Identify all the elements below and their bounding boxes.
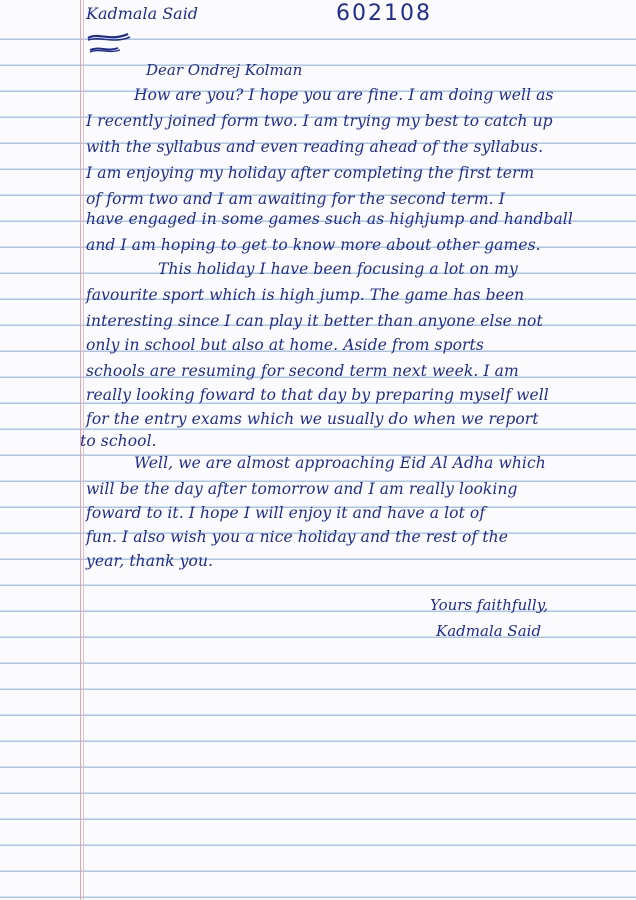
body-line: and I am hoping to get to know more about other games.: [86, 236, 541, 254]
body-line: Well, we are almost approaching Eid Al Adha which: [134, 454, 546, 472]
body-line: I am enjoying my holiday after completing the first term: [86, 164, 535, 182]
body-line: fun. I also wish you a nice holiday and the rest of the: [86, 528, 509, 546]
body-line: schools are resuming for second term next week. I am: [86, 362, 519, 380]
body-line: interesting since I can play it better than anyone else not: [86, 312, 543, 330]
body-line: year, thank you.: [86, 552, 214, 570]
closing: Yours faithfully,: [430, 596, 548, 614]
body-line: will be the day after tomorrow and I am really looking: [86, 480, 518, 498]
body-line: foward to it. I hope I will enjoy it and have a lot of: [86, 504, 486, 522]
body-line: favourite sport which is high jump. The game has been: [86, 286, 525, 304]
body-line: How are you? I hope you are fine. I am doing well as: [134, 86, 554, 104]
body-line: really looking foward to that day by preparing myself well: [86, 386, 549, 404]
header-name: Kadmala Said: [86, 4, 199, 23]
body-line: have engaged in some games such as highjump and handball: [86, 210, 573, 228]
signature: Kadmala Said: [436, 622, 542, 640]
body-line: with the syllabus and even reading ahead of the syllabus.: [86, 138, 544, 156]
body-line: to school.: [80, 432, 157, 450]
body-line: This holiday I have been focusing a lot on my: [158, 260, 518, 278]
header-number: 602108: [336, 1, 432, 26]
body-line: I recently joined form two. I am trying my best to catch up: [86, 112, 553, 130]
body-line: only in school but also at home. Aside from sports: [86, 336, 484, 354]
body-line: for the entry exams which we usually do when we report: [86, 410, 539, 428]
salutation: Dear Ondrej Kolman: [146, 61, 303, 79]
body-line: of form two and I am awaiting for the second term. I: [86, 190, 505, 208]
